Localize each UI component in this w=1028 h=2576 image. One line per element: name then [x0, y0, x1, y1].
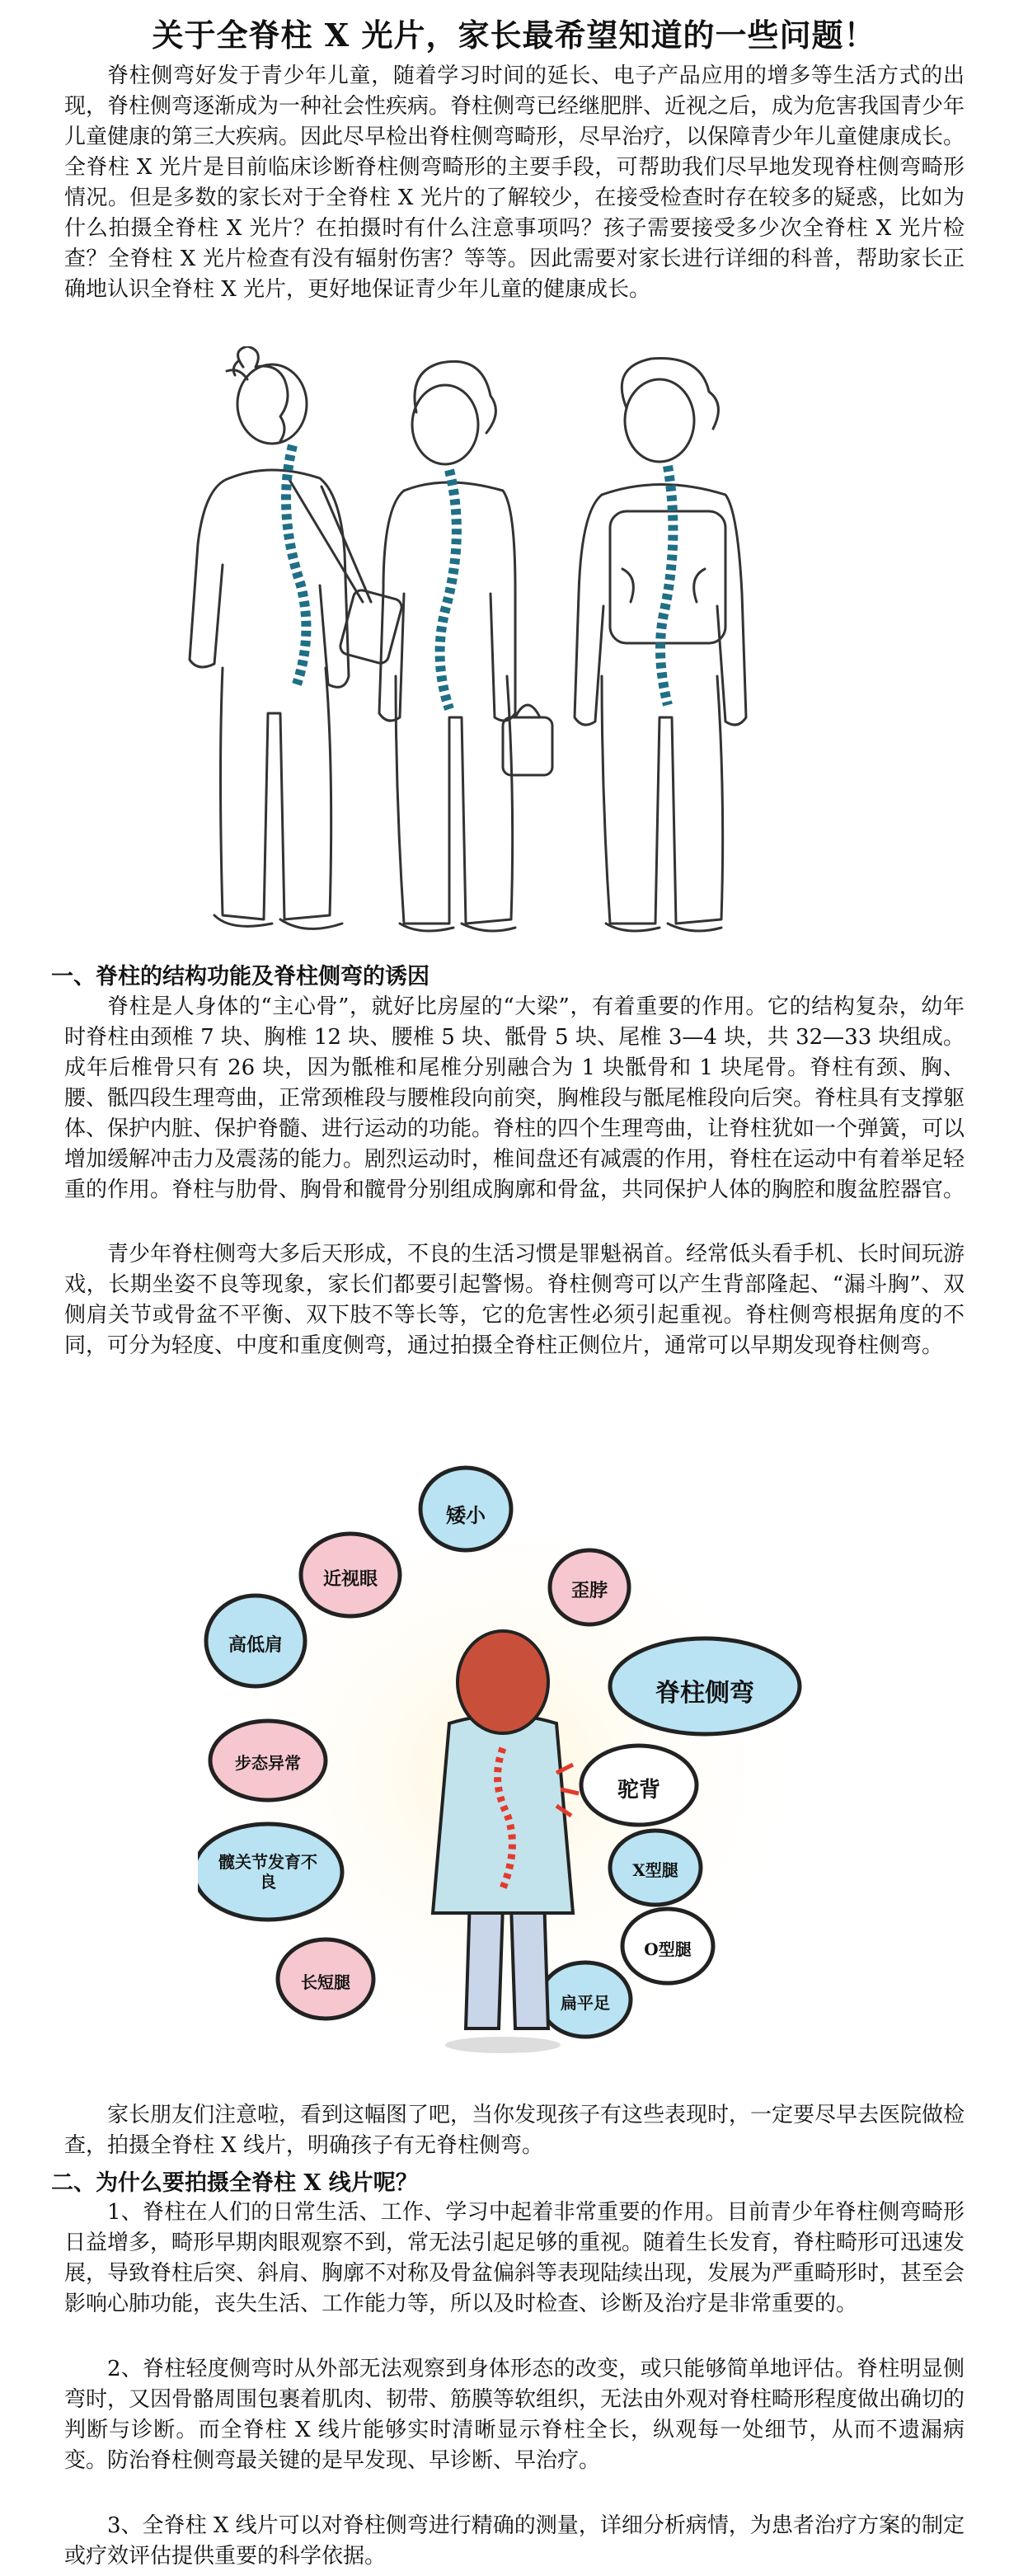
bubble-flat-feet: 扁平足 [561, 1993, 610, 2013]
bubble-unequal-legs: 长短腿 [301, 1972, 350, 1992]
spine-kids-illustration [165, 346, 857, 952]
scoliosis-symptoms-illustration [198, 1451, 808, 2078]
bubble-wry-neck: 歪脖 [570, 1580, 608, 1601]
section2-point-3: 3、全脊柱 X 线片可以对脊柱侧弯进行精确的测量，详细分析病情，为患者治疗方案的制定或疗效评估提供重要的科学依据。 [64, 2513, 965, 2569]
bubble-hunchback: 驼背 [617, 1778, 660, 1803]
bubble-myopia: 近视眼 [322, 1568, 378, 1590]
kid-with-hand-bag [379, 361, 552, 931]
section2-point-1: 1、脊柱在人们的日常生活、工作、学习中起着非常重要的作用。目前青少年脊柱侧弯畸形日益增多，畸形早期肉眼观察不到，常无法引起足够的重视。随着生长发育，脊柱畸形可迅速发展，导致脊柱后突、斜肩、胸廓不对称及骨盆偏斜等表现陆续出现，发展为严重畸形时，甚至会影响心肺功能，丧失生活、工作能力等，所以及时检查、诊断及治疗是非常重要的。 [64, 2200, 965, 2316]
section1-paragraph-1: 脊柱是人身体的“主心骨”，就好比房屋的“大梁”，有着重要的作用。它的结构复杂，幼年时脊柱由颈椎 7 块、胸椎 12 块、腰椎 5 块、骶骨 5 块、尾椎 3—4 块，共 32—33 块组成。成年后椎骨只有 26 块，因为骶椎和尾椎分别融合为 1 块骶骨和 1 块尾骨。脊柱有颈、胸、腰、骶四段生理弯曲，正常颈椎段与腰椎段向前突，胸椎段与骶尾椎段向后突。脊柱具有支撑躯体、保护内脏、保护脊髓、进行运动的功能。脊柱的四个生理弯曲，让脊柱犹如一个弹簧，可以增加缓解冲击力及震荡的能力。剧烈运动时，椎间盘还有减震的作用，脊柱在运动中有着举足轻重的作用。脊柱与肋骨、胸骨和髋骨分别组成胸廓和骨盆，共同保护人体的胸腔和腹盆腔器官。 [64, 994, 965, 1202]
bubble-short-stature: 矮小 [446, 1503, 486, 1527]
bubble-uneven-shoulders: 高低肩 [228, 1634, 283, 1656]
section1-paragraph-2: 青少年脊柱侧弯大多后天形成，不良的生活习惯是罪魁祸首。经常低头看手机、长时间玩游戏，长期坐姿不良等现象，家长们都要引起警惕。脊柱侧弯可以产生背部隆起、“漏斗胸”、双侧肩关节或骨盆不平衡、双下肢不等长等，它的危害性必须引起重视。脊柱侧弯根据角度的不同，可分为轻度、中度和重度侧弯，通过拍摄全脊柱正侧位片，通常可以早期发现脊柱侧弯。 [64, 1242, 965, 1358]
bubble-abnormal-gait: 步态异常 [235, 1753, 301, 1773]
bubble-scoliosis-center: 脊柱侧弯 [655, 1679, 754, 1708]
bubble-o-legs: O型腿 [644, 1939, 692, 1959]
section1-heading: 一、脊柱的结构功能及脊柱侧弯的诱因 [51, 964, 430, 990]
section2-point-2: 2、脊柱轻度侧弯时从外部无法观察到身体形态的改变，或只能够简单地评估。脊柱明显侧弯时，又因骨骼周围包裹着肌肉、韧带、筋膜等软组织，无法由外观对脊柱畸形程度做出确切的判断与诊断。而全脊柱 X 线片能够实时清晰显示脊柱全长，纵观每一处细节，从而不遗漏病变。防治脊柱侧弯最关键的是早发现、早诊断、早治疗。 [64, 2357, 965, 2473]
kid-with-shoulder-bag [190, 346, 403, 928]
bubble-hip-dysplasia: 髋关节发育不良 [218, 1852, 317, 1892]
after-figure-paragraph: 家长朋友们注意啦，看到这幅图了吧，当你发现孩子有这些表现时，一定要尽早去医院做检查，拍摄全脊柱 X 线片，明确孩子有无脊柱侧弯。 [64, 2103, 965, 2158]
section2-heading: 二、为什么要拍摄全脊柱 X 线片呢？ [51, 2170, 418, 2196]
intro-paragraph: 脊柱侧弯好发于青少年儿童，随着学习时间的延长、电子产品应用的增多等生活方式的出现，脊柱侧弯逐渐成为一种社会性疾病。脊柱侧弯已经继肥胖、近视之后，成为危害我国青少年儿童健康的第三大疾病。因此尽早检出脊柱侧弯畸形，尽早治疗，以保障青少年儿童健康成长。全脊柱 X 光片是目前临床诊断脊柱侧弯畸形的主要手段，可帮助我们尽早地发现脊柱侧弯畸形情况。但是多数的家长对于全脊柱 X 光片的了解较少，在接受检查时存在较多的疑惑，比如为什么拍摄全脊柱 X 光片？在拍摄时有什么注意事项吗？孩子需要接受多少次全脊柱 X 光片检查？全脊柱 X 光片检查有没有辐射伤害？等等。因此需要对家长进行详细的科普，帮助家长正确地认识全脊柱 X 光片，更好地保证青少年儿童的健康成长。 [64, 63, 965, 302]
article-title: 关于全脊柱 X 光片，家长最希望知道的一些问题！ [152, 16, 876, 54]
bubble-x-legs: X型腿 [632, 1860, 678, 1880]
